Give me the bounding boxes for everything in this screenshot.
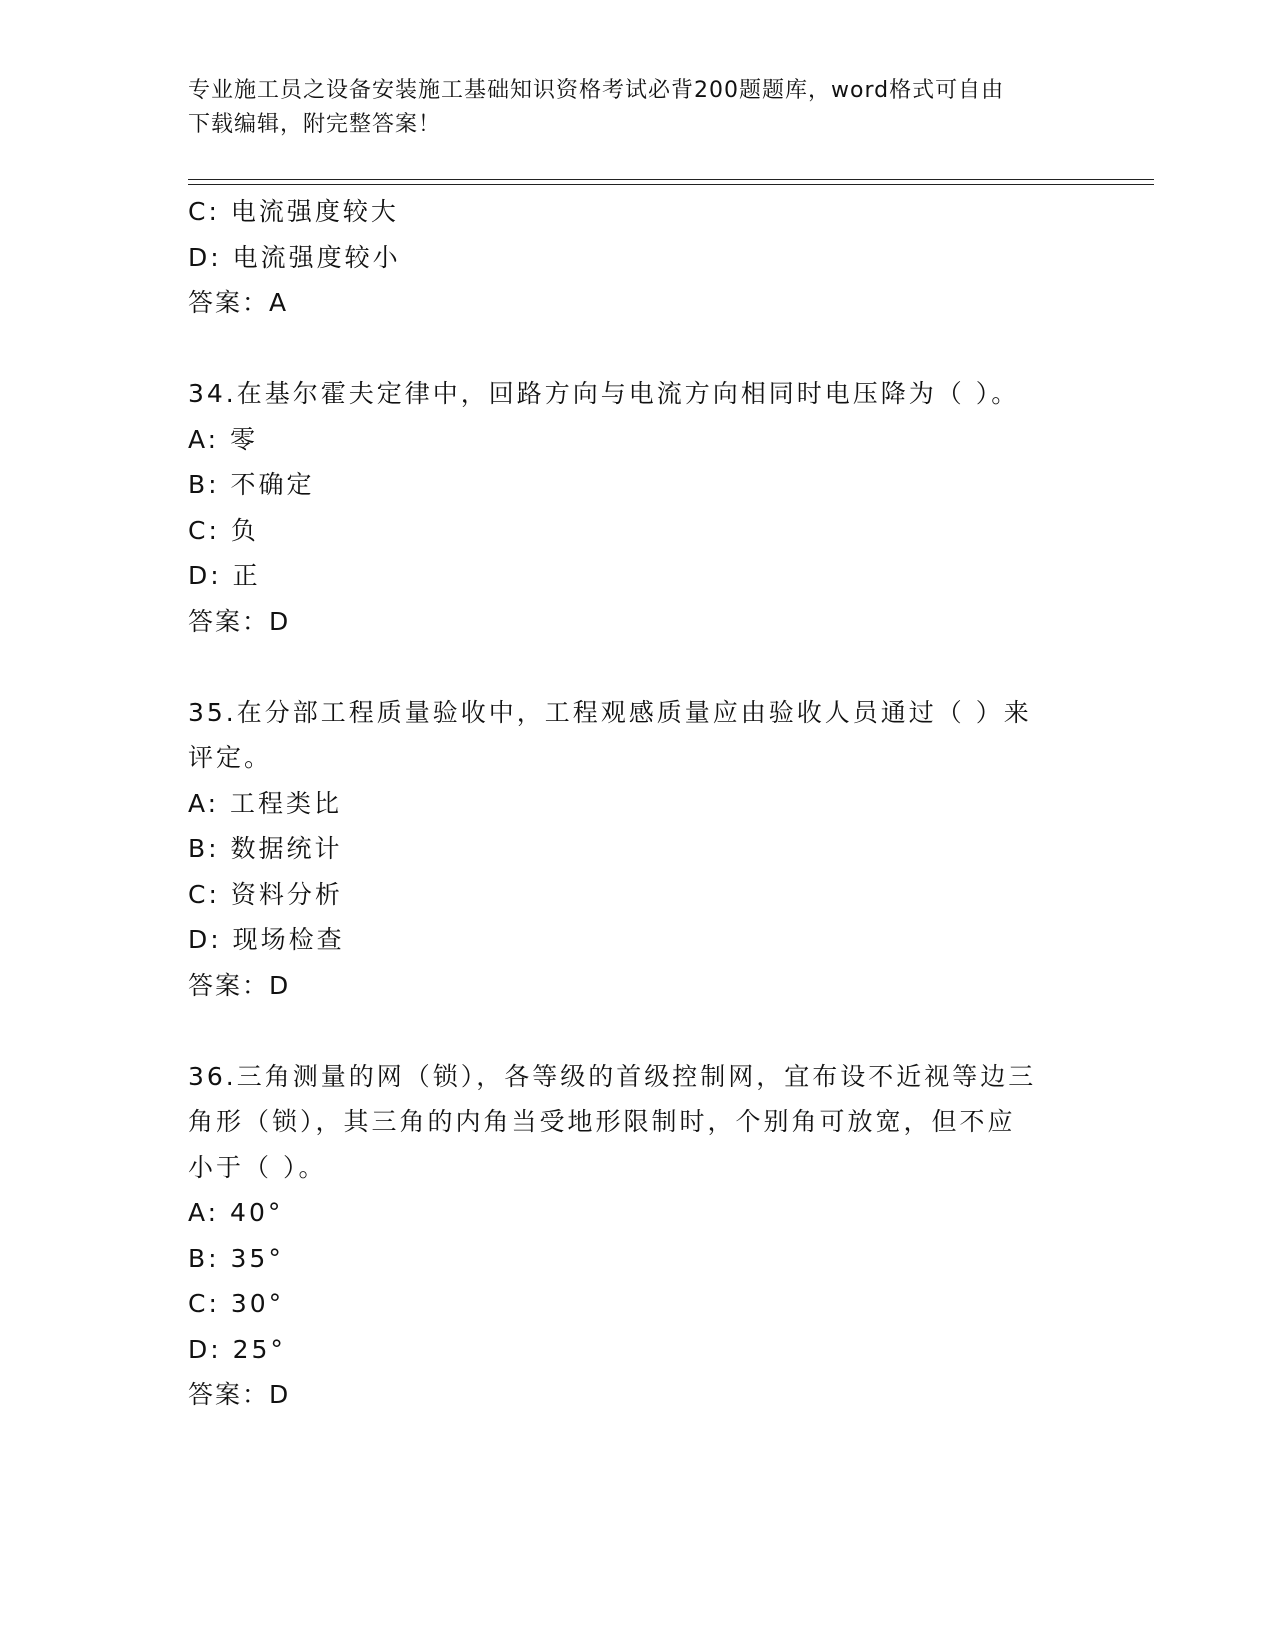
question-text: 34.在基尔霍夫定律中，回路方向与电流方向相同时电压降为（ ）。 <box>188 379 1020 408</box>
header-rule-top <box>188 179 1154 180</box>
option-b: B: 数据统计 <box>188 834 343 863</box>
option-d: D: 25° <box>188 1334 286 1364</box>
answer-line: 答案：A <box>188 288 289 317</box>
option-a: A: 40° <box>188 1198 284 1227</box>
option-a: A: 零 <box>188 424 259 454</box>
option-b: B: 35° <box>188 1243 284 1273</box>
option-c: C: 资料分析 <box>188 879 343 909</box>
header-rule-bottom <box>188 184 1154 185</box>
option-d: D: 正 <box>188 561 261 590</box>
spacer <box>188 1008 1088 1054</box>
question-35 <box>188 690 1088 1009</box>
option-d: D: 电流强度较小 <box>188 242 401 272</box>
header-line-1: 专业施工员之设备安装施工基础知识资格考试必背200题题库，word格式可自由 <box>188 78 1005 103</box>
question-text-line-2: 评定。 <box>188 743 273 772</box>
question-text-line-1: 36.三角测量的网（锁），各等级的首级控制网，宜布设不近视等边三 <box>188 1061 1037 1091</box>
question-33-continued <box>188 189 1088 326</box>
option-c: C: 负 <box>188 515 259 545</box>
document-header <box>188 74 1068 142</box>
question-content <box>188 189 1088 1418</box>
spacer <box>188 326 1088 372</box>
question-34 <box>188 371 1088 644</box>
question-text-line-1: 35.在分部工程质量验收中，工程观感质量应由验收人员通过（ ）来 <box>188 697 1032 727</box>
option-c: C: 电流强度较大 <box>188 197 399 226</box>
answer-line: 答案：D <box>188 1380 291 1409</box>
option-a: A: 工程类比 <box>188 788 343 818</box>
option-b: B: 不确定 <box>188 470 315 499</box>
answer-line: 答案：D <box>188 970 291 1000</box>
option-c: C: 30° <box>188 1289 285 1318</box>
question-36 <box>188 1054 1088 1418</box>
question-text-line-3: 小于（ ）。 <box>188 1152 327 1182</box>
spacer <box>188 644 1088 690</box>
header-line-2: 下载编辑，附完整答案！ <box>188 112 442 137</box>
option-d: D: 现场检查 <box>188 925 345 954</box>
question-text-line-2: 角形（锁），其三角的内角当受地形限制时，个别角可放宽，但不应 <box>188 1107 1016 1136</box>
answer-line: 答案：D <box>188 606 291 636</box>
